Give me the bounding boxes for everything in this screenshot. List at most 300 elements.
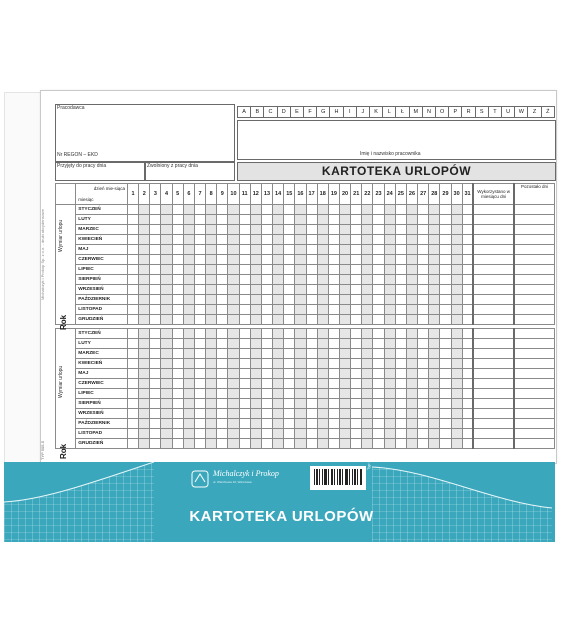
day-cell[interactable] bbox=[217, 205, 228, 215]
day-cell[interactable] bbox=[406, 235, 417, 245]
day-cell[interactable] bbox=[206, 205, 217, 215]
used-days-cell[interactable] bbox=[473, 215, 514, 225]
day-cell[interactable] bbox=[451, 439, 462, 449]
day-cell[interactable] bbox=[261, 225, 272, 235]
day-cell[interactable] bbox=[161, 215, 172, 225]
day-cell[interactable] bbox=[418, 275, 429, 285]
day-cell[interactable] bbox=[429, 339, 440, 349]
day-cell[interactable] bbox=[339, 285, 350, 295]
day-cell[interactable] bbox=[161, 329, 172, 339]
day-cell[interactable] bbox=[250, 295, 261, 305]
day-cell[interactable] bbox=[462, 439, 473, 449]
day-cell[interactable] bbox=[284, 295, 295, 305]
day-cell[interactable] bbox=[351, 349, 362, 359]
day-cell[interactable] bbox=[306, 439, 317, 449]
day-cell[interactable] bbox=[339, 399, 350, 409]
day-cell[interactable] bbox=[217, 419, 228, 429]
day-cell[interactable] bbox=[150, 329, 161, 339]
used-days-cell[interactable] bbox=[473, 255, 514, 265]
day-cell[interactable] bbox=[194, 225, 205, 235]
day-cell[interactable] bbox=[183, 315, 194, 325]
day-cell[interactable] bbox=[384, 419, 395, 429]
day-cell[interactable] bbox=[183, 275, 194, 285]
day-cell[interactable] bbox=[451, 349, 462, 359]
day-cell[interactable] bbox=[351, 235, 362, 245]
day-cell[interactable] bbox=[362, 215, 373, 225]
day-cell[interactable] bbox=[183, 379, 194, 389]
day-cell[interactable] bbox=[451, 295, 462, 305]
day-cell[interactable] bbox=[429, 409, 440, 419]
day-cell[interactable] bbox=[328, 439, 339, 449]
day-cell[interactable] bbox=[295, 305, 306, 315]
day-cell[interactable] bbox=[194, 305, 205, 315]
day-cell[interactable] bbox=[317, 205, 328, 215]
day-cell[interactable] bbox=[429, 379, 440, 389]
day-cell[interactable] bbox=[395, 419, 406, 429]
day-cell[interactable] bbox=[150, 265, 161, 275]
day-cell[interactable] bbox=[429, 225, 440, 235]
day-cell[interactable] bbox=[150, 315, 161, 325]
day-cell[interactable] bbox=[128, 439, 139, 449]
day-cell[interactable] bbox=[406, 205, 417, 215]
day-cell[interactable] bbox=[128, 389, 139, 399]
day-cell[interactable] bbox=[339, 389, 350, 399]
day-cell[interactable] bbox=[172, 295, 183, 305]
day-cell[interactable] bbox=[462, 359, 473, 369]
day-cell[interactable] bbox=[451, 215, 462, 225]
day-cell[interactable] bbox=[161, 399, 172, 409]
day-cell[interactable] bbox=[395, 349, 406, 359]
day-cell[interactable] bbox=[440, 305, 451, 315]
day-cell[interactable] bbox=[429, 205, 440, 215]
remaining-days-cell[interactable] bbox=[514, 389, 555, 399]
day-cell[interactable] bbox=[418, 349, 429, 359]
day-cell[interactable] bbox=[161, 409, 172, 419]
day-cell[interactable] bbox=[384, 315, 395, 325]
used-days-cell[interactable] bbox=[473, 429, 514, 439]
day-cell[interactable] bbox=[395, 285, 406, 295]
day-cell[interactable] bbox=[339, 225, 350, 235]
day-cell[interactable] bbox=[150, 419, 161, 429]
day-cell[interactable] bbox=[183, 235, 194, 245]
day-cell[interactable] bbox=[451, 255, 462, 265]
day-cell[interactable] bbox=[128, 339, 139, 349]
day-cell[interactable] bbox=[384, 359, 395, 369]
day-cell[interactable] bbox=[250, 369, 261, 379]
day-cell[interactable] bbox=[440, 285, 451, 295]
day-cell[interactable] bbox=[250, 429, 261, 439]
day-cell[interactable] bbox=[451, 265, 462, 275]
day-cell[interactable] bbox=[139, 399, 150, 409]
day-cell[interactable] bbox=[373, 285, 384, 295]
day-cell[interactable] bbox=[250, 225, 261, 235]
day-cell[interactable] bbox=[194, 369, 205, 379]
day-cell[interactable] bbox=[373, 235, 384, 245]
day-cell[interactable] bbox=[139, 275, 150, 285]
day-cell[interactable] bbox=[128, 255, 139, 265]
day-cell[interactable] bbox=[395, 225, 406, 235]
remaining-days-cell[interactable] bbox=[514, 409, 555, 419]
day-cell[interactable] bbox=[273, 205, 284, 215]
day-cell[interactable] bbox=[250, 245, 261, 255]
day-cell[interactable] bbox=[273, 295, 284, 305]
day-cell[interactable] bbox=[183, 205, 194, 215]
day-cell[interactable] bbox=[217, 215, 228, 225]
day-cell[interactable] bbox=[418, 429, 429, 439]
day-cell[interactable] bbox=[317, 265, 328, 275]
day-cell[interactable] bbox=[429, 215, 440, 225]
day-cell[interactable] bbox=[284, 245, 295, 255]
day-cell[interactable] bbox=[161, 389, 172, 399]
day-cell[interactable] bbox=[183, 359, 194, 369]
day-cell[interactable] bbox=[217, 439, 228, 449]
day-cell[interactable] bbox=[150, 245, 161, 255]
day-cell[interactable] bbox=[451, 275, 462, 285]
day-cell[interactable] bbox=[250, 419, 261, 429]
day-cell[interactable] bbox=[462, 379, 473, 389]
day-cell[interactable] bbox=[139, 305, 150, 315]
day-cell[interactable] bbox=[194, 205, 205, 215]
day-cell[interactable] bbox=[261, 245, 272, 255]
day-cell[interactable] bbox=[351, 369, 362, 379]
day-cell[interactable] bbox=[317, 419, 328, 429]
day-cell[interactable] bbox=[429, 419, 440, 429]
day-cell[interactable] bbox=[284, 419, 295, 429]
day-cell[interactable] bbox=[328, 359, 339, 369]
day-cell[interactable] bbox=[395, 379, 406, 389]
day-cell[interactable] bbox=[217, 265, 228, 275]
day-cell[interactable] bbox=[172, 315, 183, 325]
day-cell[interactable] bbox=[183, 215, 194, 225]
day-cell[interactable] bbox=[351, 339, 362, 349]
day-cell[interactable] bbox=[317, 439, 328, 449]
day-cell[interactable] bbox=[362, 409, 373, 419]
day-cell[interactable] bbox=[384, 295, 395, 305]
day-cell[interactable] bbox=[194, 265, 205, 275]
day-cell[interactable] bbox=[295, 409, 306, 419]
day-cell[interactable] bbox=[406, 245, 417, 255]
day-cell[interactable] bbox=[306, 389, 317, 399]
remaining-days-cell[interactable] bbox=[514, 225, 555, 235]
day-cell[interactable] bbox=[128, 235, 139, 245]
day-cell[interactable] bbox=[194, 339, 205, 349]
day-cell[interactable] bbox=[139, 349, 150, 359]
day-cell[interactable] bbox=[228, 419, 239, 429]
day-cell[interactable] bbox=[228, 215, 239, 225]
day-cell[interactable] bbox=[462, 429, 473, 439]
day-cell[interactable] bbox=[228, 429, 239, 439]
day-cell[interactable] bbox=[462, 349, 473, 359]
day-cell[interactable] bbox=[306, 315, 317, 325]
day-cell[interactable] bbox=[139, 245, 150, 255]
day-cell[interactable] bbox=[128, 409, 139, 419]
day-cell[interactable] bbox=[362, 329, 373, 339]
day-cell[interactable] bbox=[161, 245, 172, 255]
day-cell[interactable] bbox=[418, 255, 429, 265]
day-cell[interactable] bbox=[351, 419, 362, 429]
day-cell[interactable] bbox=[306, 349, 317, 359]
day-cell[interactable] bbox=[128, 399, 139, 409]
day-cell[interactable] bbox=[306, 379, 317, 389]
day-cell[interactable] bbox=[194, 429, 205, 439]
remaining-days-cell[interactable] bbox=[514, 349, 555, 359]
day-cell[interactable] bbox=[128, 275, 139, 285]
day-cell[interactable] bbox=[128, 359, 139, 369]
day-cell[interactable] bbox=[206, 359, 217, 369]
day-cell[interactable] bbox=[194, 315, 205, 325]
day-cell[interactable] bbox=[295, 245, 306, 255]
day-cell[interactable] bbox=[339, 439, 350, 449]
day-cell[interactable] bbox=[406, 359, 417, 369]
day-cell[interactable] bbox=[295, 329, 306, 339]
day-cell[interactable] bbox=[429, 295, 440, 305]
day-cell[interactable] bbox=[295, 215, 306, 225]
day-cell[interactable] bbox=[328, 399, 339, 409]
day-cell[interactable] bbox=[384, 379, 395, 389]
day-cell[interactable] bbox=[418, 305, 429, 315]
day-cell[interactable] bbox=[384, 265, 395, 275]
day-cell[interactable] bbox=[339, 339, 350, 349]
day-cell[interactable] bbox=[128, 329, 139, 339]
day-cell[interactable] bbox=[373, 359, 384, 369]
day-cell[interactable] bbox=[306, 265, 317, 275]
day-cell[interactable] bbox=[183, 389, 194, 399]
day-cell[interactable] bbox=[395, 409, 406, 419]
day-cell[interactable] bbox=[406, 339, 417, 349]
used-days-cell[interactable] bbox=[473, 419, 514, 429]
day-cell[interactable] bbox=[273, 399, 284, 409]
day-cell[interactable] bbox=[206, 389, 217, 399]
day-cell[interactable] bbox=[373, 315, 384, 325]
day-cell[interactable] bbox=[150, 399, 161, 409]
day-cell[interactable] bbox=[194, 379, 205, 389]
day-cell[interactable] bbox=[183, 369, 194, 379]
used-days-cell[interactable] bbox=[473, 275, 514, 285]
day-cell[interactable] bbox=[250, 329, 261, 339]
day-cell[interactable] bbox=[339, 409, 350, 419]
day-cell[interactable] bbox=[139, 315, 150, 325]
day-cell[interactable] bbox=[373, 409, 384, 419]
day-cell[interactable] bbox=[172, 255, 183, 265]
day-cell[interactable] bbox=[384, 245, 395, 255]
used-days-cell[interactable] bbox=[473, 295, 514, 305]
day-cell[interactable] bbox=[194, 235, 205, 245]
day-cell[interactable] bbox=[406, 265, 417, 275]
day-cell[interactable] bbox=[139, 439, 150, 449]
day-cell[interactable] bbox=[250, 275, 261, 285]
day-cell[interactable] bbox=[451, 305, 462, 315]
day-cell[interactable] bbox=[250, 265, 261, 275]
day-cell[interactable] bbox=[440, 439, 451, 449]
day-cell[interactable] bbox=[406, 295, 417, 305]
day-cell[interactable] bbox=[261, 389, 272, 399]
day-cell[interactable] bbox=[150, 349, 161, 359]
day-cell[interactable] bbox=[395, 205, 406, 215]
day-cell[interactable] bbox=[172, 369, 183, 379]
day-cell[interactable] bbox=[462, 329, 473, 339]
day-cell[interactable] bbox=[440, 235, 451, 245]
day-cell[interactable] bbox=[228, 349, 239, 359]
day-cell[interactable] bbox=[206, 285, 217, 295]
day-cell[interactable] bbox=[306, 399, 317, 409]
day-cell[interactable] bbox=[295, 389, 306, 399]
day-cell[interactable] bbox=[284, 305, 295, 315]
day-cell[interactable] bbox=[339, 419, 350, 429]
day-cell[interactable] bbox=[172, 399, 183, 409]
day-cell[interactable] bbox=[306, 235, 317, 245]
day-cell[interactable] bbox=[429, 285, 440, 295]
day-cell[interactable] bbox=[306, 409, 317, 419]
day-cell[interactable] bbox=[362, 399, 373, 409]
day-cell[interactable] bbox=[139, 429, 150, 439]
day-cell[interactable] bbox=[295, 339, 306, 349]
day-cell[interactable] bbox=[440, 215, 451, 225]
day-cell[interactable] bbox=[384, 285, 395, 295]
remaining-days-cell[interactable] bbox=[514, 235, 555, 245]
day-cell[interactable] bbox=[284, 429, 295, 439]
day-cell[interactable] bbox=[295, 369, 306, 379]
day-cell[interactable] bbox=[317, 329, 328, 339]
day-cell[interactable] bbox=[384, 369, 395, 379]
day-cell[interactable] bbox=[150, 275, 161, 285]
day-cell[interactable] bbox=[384, 429, 395, 439]
remaining-days-cell[interactable] bbox=[514, 359, 555, 369]
day-cell[interactable] bbox=[317, 285, 328, 295]
day-cell[interactable] bbox=[128, 245, 139, 255]
day-cell[interactable] bbox=[384, 225, 395, 235]
day-cell[interactable] bbox=[351, 275, 362, 285]
day-cell[interactable] bbox=[328, 285, 339, 295]
day-cell[interactable] bbox=[395, 265, 406, 275]
day-cell[interactable] bbox=[183, 439, 194, 449]
day-cell[interactable] bbox=[194, 245, 205, 255]
day-cell[interactable] bbox=[462, 369, 473, 379]
day-cell[interactable] bbox=[194, 255, 205, 265]
day-cell[interactable] bbox=[429, 349, 440, 359]
day-cell[interactable] bbox=[418, 285, 429, 295]
day-cell[interactable] bbox=[462, 275, 473, 285]
day-cell[interactable] bbox=[339, 349, 350, 359]
day-cell[interactable] bbox=[295, 235, 306, 245]
day-cell[interactable] bbox=[306, 429, 317, 439]
day-cell[interactable] bbox=[395, 255, 406, 265]
day-cell[interactable] bbox=[384, 439, 395, 449]
day-cell[interactable] bbox=[339, 379, 350, 389]
day-cell[interactable] bbox=[418, 399, 429, 409]
day-cell[interactable] bbox=[306, 329, 317, 339]
day-cell[interactable] bbox=[384, 255, 395, 265]
day-cell[interactable] bbox=[239, 245, 250, 255]
day-cell[interactable] bbox=[284, 285, 295, 295]
day-cell[interactable] bbox=[139, 329, 150, 339]
day-cell[interactable] bbox=[206, 275, 217, 285]
day-cell[interactable] bbox=[339, 315, 350, 325]
day-cell[interactable] bbox=[317, 255, 328, 265]
day-cell[interactable] bbox=[273, 235, 284, 245]
used-days-cell[interactable] bbox=[473, 265, 514, 275]
day-cell[interactable] bbox=[451, 315, 462, 325]
day-cell[interactable] bbox=[284, 359, 295, 369]
day-cell[interactable] bbox=[373, 349, 384, 359]
day-cell[interactable] bbox=[284, 409, 295, 419]
day-cell[interactable] bbox=[217, 305, 228, 315]
day-cell[interactable] bbox=[239, 225, 250, 235]
day-cell[interactable] bbox=[273, 275, 284, 285]
day-cell[interactable] bbox=[328, 215, 339, 225]
day-cell[interactable] bbox=[306, 205, 317, 215]
remaining-days-cell[interactable] bbox=[514, 369, 555, 379]
day-cell[interactable] bbox=[451, 369, 462, 379]
day-cell[interactable] bbox=[451, 409, 462, 419]
day-cell[interactable] bbox=[284, 205, 295, 215]
day-cell[interactable] bbox=[362, 205, 373, 215]
day-cell[interactable] bbox=[451, 245, 462, 255]
day-cell[interactable] bbox=[194, 359, 205, 369]
day-cell[interactable] bbox=[239, 329, 250, 339]
day-cell[interactable] bbox=[418, 225, 429, 235]
day-cell[interactable] bbox=[384, 389, 395, 399]
day-cell[interactable] bbox=[217, 245, 228, 255]
day-cell[interactable] bbox=[172, 339, 183, 349]
day-cell[interactable] bbox=[250, 315, 261, 325]
day-cell[interactable] bbox=[395, 235, 406, 245]
used-days-cell[interactable] bbox=[473, 439, 514, 449]
remaining-days-cell[interactable] bbox=[514, 429, 555, 439]
day-cell[interactable] bbox=[440, 389, 451, 399]
day-cell[interactable] bbox=[239, 399, 250, 409]
day-cell[interactable] bbox=[206, 349, 217, 359]
day-cell[interactable] bbox=[429, 359, 440, 369]
day-cell[interactable] bbox=[128, 419, 139, 429]
day-cell[interactable] bbox=[440, 429, 451, 439]
day-cell[interactable] bbox=[418, 265, 429, 275]
day-cell[interactable] bbox=[261, 305, 272, 315]
day-cell[interactable] bbox=[384, 275, 395, 285]
day-cell[interactable] bbox=[273, 305, 284, 315]
day-cell[interactable] bbox=[317, 369, 328, 379]
day-cell[interactable] bbox=[217, 285, 228, 295]
day-cell[interactable] bbox=[273, 245, 284, 255]
day-cell[interactable] bbox=[228, 205, 239, 215]
day-cell[interactable] bbox=[194, 275, 205, 285]
day-cell[interactable] bbox=[139, 285, 150, 295]
day-cell[interactable] bbox=[194, 329, 205, 339]
day-cell[interactable] bbox=[261, 215, 272, 225]
day-cell[interactable] bbox=[295, 205, 306, 215]
day-cell[interactable] bbox=[395, 359, 406, 369]
day-cell[interactable] bbox=[406, 329, 417, 339]
day-cell[interactable] bbox=[161, 369, 172, 379]
day-cell[interactable] bbox=[406, 255, 417, 265]
day-cell[interactable] bbox=[284, 255, 295, 265]
day-cell[interactable] bbox=[317, 359, 328, 369]
day-cell[interactable] bbox=[172, 329, 183, 339]
day-cell[interactable] bbox=[406, 225, 417, 235]
day-cell[interactable] bbox=[306, 295, 317, 305]
day-cell[interactable] bbox=[440, 255, 451, 265]
day-cell[interactable] bbox=[273, 389, 284, 399]
day-cell[interactable] bbox=[217, 369, 228, 379]
day-cell[interactable] bbox=[239, 379, 250, 389]
used-days-cell[interactable] bbox=[473, 285, 514, 295]
day-cell[interactable] bbox=[150, 439, 161, 449]
day-cell[interactable] bbox=[161, 419, 172, 429]
remaining-days-cell[interactable] bbox=[514, 205, 555, 215]
day-cell[interactable] bbox=[351, 315, 362, 325]
remaining-days-cell[interactable] bbox=[514, 275, 555, 285]
day-cell[interactable] bbox=[273, 255, 284, 265]
day-cell[interactable] bbox=[128, 215, 139, 225]
